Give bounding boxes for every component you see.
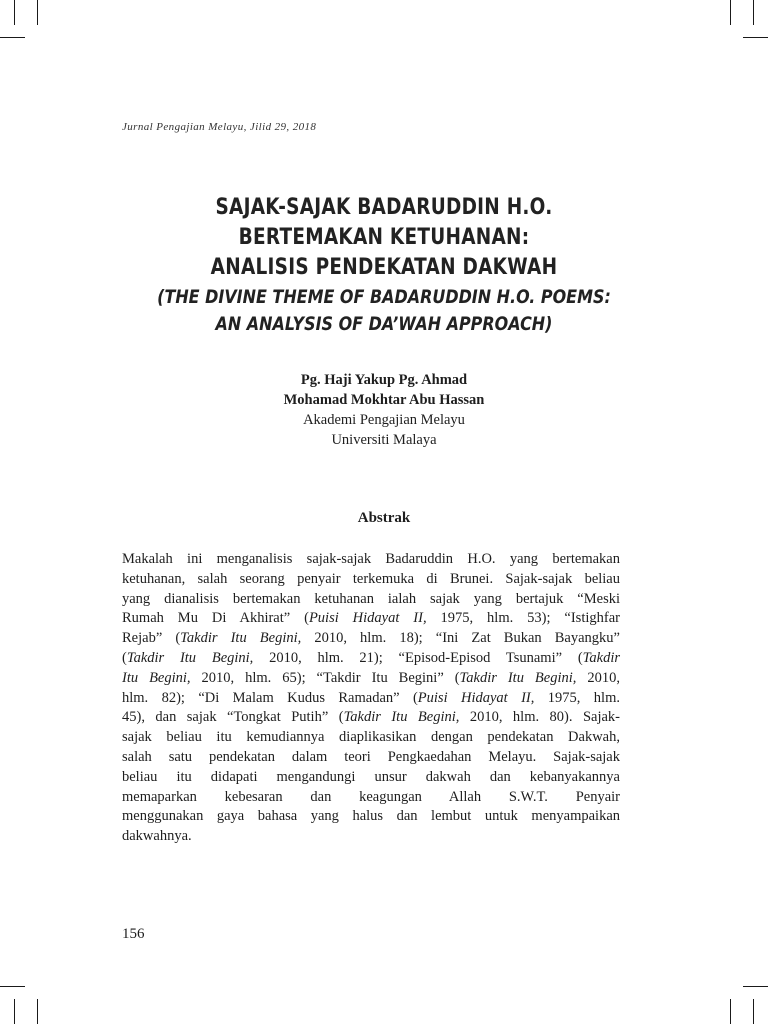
abstract-line: beliau itu didapati mengandungi unsur dakwah dan kebanyakannya <box>122 768 620 785</box>
affiliation-2: Universiti Malaya <box>331 432 437 448</box>
crop-mark-bottom-right-v <box>730 999 731 1024</box>
text: 1975, hlm. 53); “Istighfar <box>426 610 620 627</box>
abstract-line: memaparkan kebesaran dan keagungan Allah S.W.T. Penyair <box>122 788 620 805</box>
crop-mark-top-right-v <box>730 0 731 25</box>
author-2: Mohamad Mokhtar Abu Hassan <box>283 392 485 408</box>
text: 2010, hlm. 80). Sajak- <box>459 709 620 726</box>
italic-title: Takdir Itu Begini, <box>459 669 577 686</box>
italic-title: Itu Begini, <box>122 669 191 686</box>
crop-mark-top-left-h <box>0 37 25 38</box>
subtitle-line-1: (THE DIVINE THEME OF BADARUDDIN H.O. POEMS: <box>157 286 611 308</box>
italic-title: Takdir Itu Begini, <box>126 649 254 666</box>
text: ( <box>122 649 127 666</box>
page-number: 156 <box>122 926 145 942</box>
abstract-line: dakwahnya. <box>122 828 192 845</box>
abstract-line <box>122 689 620 709</box>
abstract-line: ketuhanan, salah seorang penyair terkemuka di Brunei. Sajak-sajak beliau <box>122 570 620 587</box>
abstract-heading: Abstrak <box>357 510 411 526</box>
author-block <box>0 370 768 450</box>
abstract-line: menggunakan gaya bahasa yang halus dan lembut untuk menyampaikan <box>122 808 620 825</box>
author-1: Pg. Haji Yakup Pg. Ahmad <box>300 372 468 388</box>
abstract-line: sajak beliau itu kemudiannya diaplikasikan dengan pendekatan Dakwah, <box>122 729 620 746</box>
affiliation-1: Akademi Pengajian Melayu <box>303 412 465 428</box>
title-line-3: ANALISIS PENDEKATAN DAKWAH <box>210 255 558 280</box>
crop-mark-top-left-v2 <box>14 0 15 25</box>
crop-mark-top-left-v <box>37 0 38 25</box>
abstract-line <box>122 649 620 669</box>
text: 2010, hlm. 65); “Takdir Itu Begini” ( <box>190 669 460 686</box>
italic-title: Takdir Itu Begini, <box>343 709 460 726</box>
text: 45), dan sajak “Tongkat Putih” ( <box>122 709 344 726</box>
subtitle-line-2: AN ANALYSIS OF DA’WAH APPROACH) <box>215 313 553 335</box>
crop-mark-bottom-left-v2 <box>14 999 15 1024</box>
italic-title: Puisi Hidayat II, <box>417 689 535 706</box>
text: Rumah Mu Di Akhirat” ( <box>122 610 309 627</box>
crop-mark-bottom-left-h <box>0 986 25 987</box>
text: 2010, <box>576 669 620 686</box>
text: 1975, hlm. <box>534 689 620 706</box>
abstract-line: salah satu pendekatan dalam teori Pengkaedahan Melayu. Sajak-sajak <box>122 748 620 765</box>
abstract-line: Makalah ini menganalisis sajak-sajak Badaruddin H.O. yang bertemakan <box>122 551 620 567</box>
crop-mark-top-right-v2 <box>753 0 754 25</box>
text: Rejab” ( <box>122 630 181 647</box>
crop-mark-bottom-right-h <box>743 986 768 987</box>
italic-title: Takdir <box>582 649 620 666</box>
abstract-line <box>122 669 620 689</box>
abstract-body <box>122 550 620 847</box>
text: 2010, hlm. 21); “Episod-Episod Tsunami” ( <box>253 649 583 666</box>
abstract-line <box>122 708 620 728</box>
journal-running-header: Jurnal Pengajian Melayu, Jilid 29, 2018 <box>122 121 317 133</box>
crop-mark-top-right-h <box>743 37 768 38</box>
text: hlm. 82); “Di Malam Kudus Ramadan” ( <box>122 689 418 706</box>
text: 2010, hlm. 18); “Ini Zat Bukan Bayangku” <box>301 630 620 647</box>
abstract-line <box>122 629 620 649</box>
title-line-2: BERTEMAKAN KETUHANAN: <box>238 225 530 250</box>
abstract-line: yang dianalisis bertemakan ketuhanan ialah sajak yang bertajuk “Meski <box>122 590 620 607</box>
title-block <box>0 193 768 338</box>
title-line-1: SAJAK-SAJAK BADARUDDIN H.O. <box>215 195 553 220</box>
italic-title: Takdir Itu Begini, <box>180 630 302 647</box>
italic-title: Puisi Hidayat II, <box>308 610 427 627</box>
abstract-line <box>122 609 620 629</box>
crop-mark-bottom-left-v <box>37 999 38 1024</box>
crop-mark-bottom-right-v2 <box>753 999 754 1024</box>
